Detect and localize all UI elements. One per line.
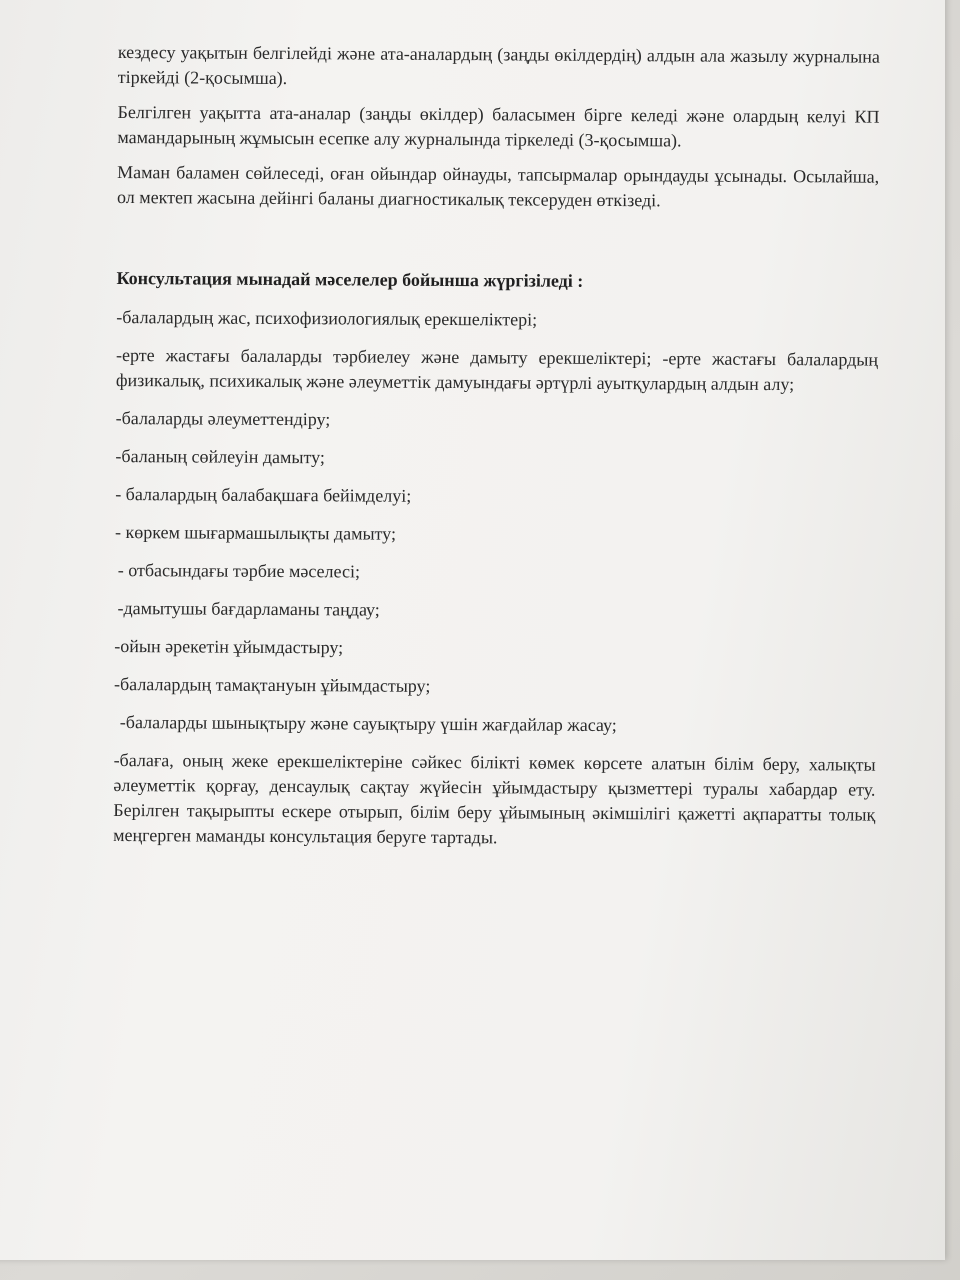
list-item: -балалардың тамақтануын ұйымдастыру; <box>114 673 431 696</box>
consultation-heading: Консультация мынадай мәселелер бойынша жүргізіледі : <box>116 267 584 291</box>
list-item: - көркем шығармашылықты дамыту; <box>114 521 397 544</box>
paragraph-1: кездесу уақытын белгілейді және ата-аналардың (заңды өкілдердің) алдын ала жазылу журналына тіркейді (2-қосымша). <box>117 41 880 89</box>
paragraph-3: Маман баламен сөйлеседі, оған ойындар ойнауды, тапсырмалар орындауды ұсынады. Осылайша, ол мектеп жасына дейінгі баланы диагностикалық тексеруден өткізеді. <box>116 161 880 211</box>
list-item: -балаларды шынықтыру және сауықтыру үшін жағдайлар жасау; <box>119 712 617 736</box>
list-item: -балаларды әлеуметтендіру; <box>115 407 331 430</box>
list-item: -балалардың жас, психофизиологиялық ерекшеліктері; <box>116 306 538 330</box>
list-item: -ойын әрекетін ұйымдастыру; <box>114 635 344 658</box>
list-item: -балаға, оның жеке ерекшеліктеріне сәйкес білікті көмек көрсете алатын білім беру, халықты әлеуметтік қорғау, денсаулық сақтау жүйесін ұйымдастыру қызметтері туралы хабардар ету. Берілген тақырыпты ескере отырып, білім беру ұйымының әкімшілігі қажетті ақпаратты толық меңгерген маманды консультация беруге тартады. <box>113 749 876 848</box>
document-body <box>113 40 880 866</box>
list-item: -ерте жастағы балаларды тәрбиелеу және дамыту ерекшеліктері; -ерте жастағы балалардың физикалық, психикалық және әлеуметтік дамуындағы әртүрлі ауытқулардың алдын алу; <box>115 344 879 395</box>
list-item: - балалардың балабақшаға бейімделуі; <box>115 483 412 506</box>
paragraph-2: Белгілген уақытта ата-аналар (заңды өкілдер) баласымен бірге келеді және олардың келуі КП мамандарының жұмысын есепке алу журналында тіркеледі (3-қосымша). <box>117 101 880 151</box>
list-item: - отбасындағы тәрбие мәселесі; <box>117 560 361 582</box>
list-item: -дамытушы бағдарламаны таңдау; <box>117 598 380 620</box>
list-item: -баланың сөйлеуін дамыту; <box>115 445 325 468</box>
